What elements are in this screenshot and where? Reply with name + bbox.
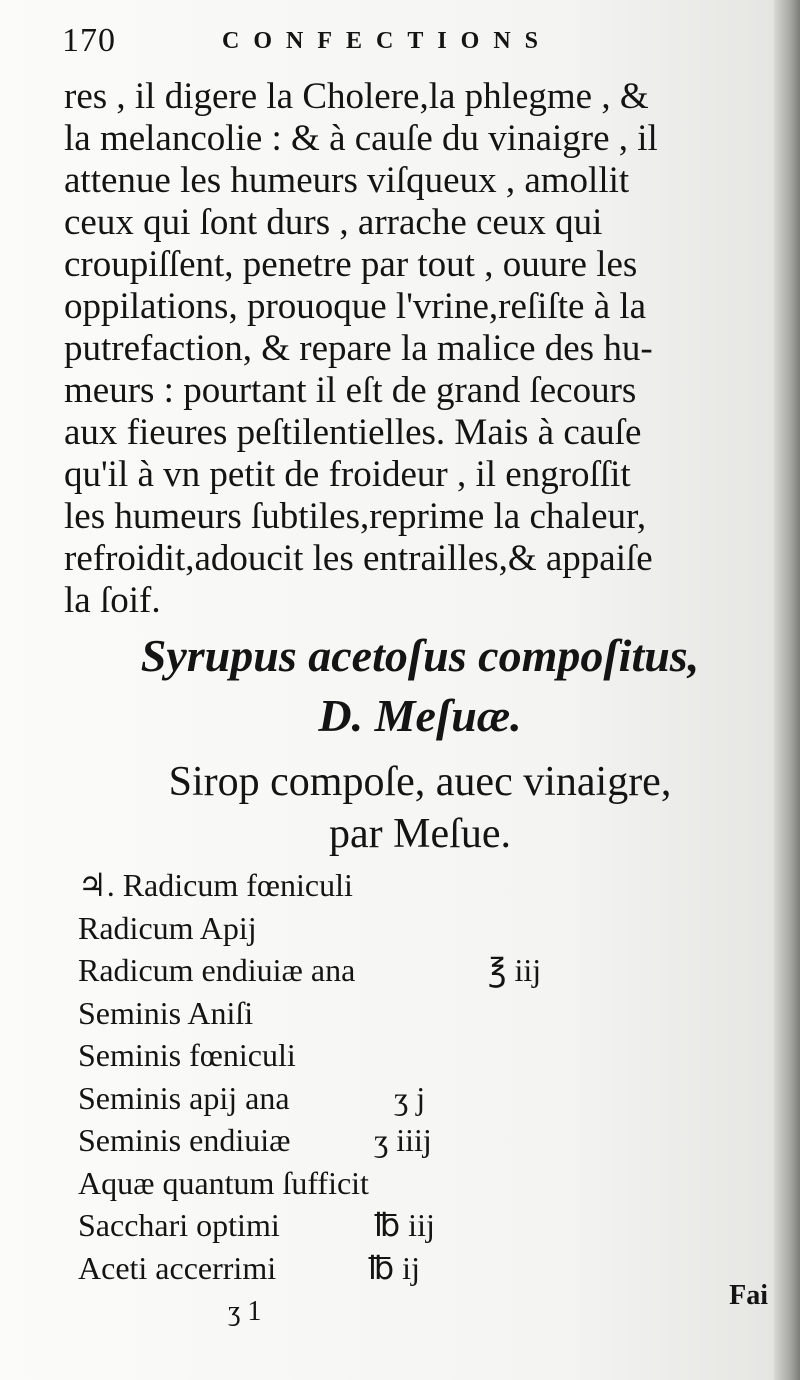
text-line: la ſoif.: [64, 580, 161, 621]
ingredient-line: [78, 949, 638, 992]
catchword: Fai: [729, 1280, 768, 1311]
text-line: les humeurs ſubtiles,reprime la chaleur,: [64, 496, 647, 537]
text-line: meurs : pourtant il eſt de grand ſecours: [64, 370, 637, 411]
ingredient-line: [78, 1077, 638, 1120]
ingredient-name: Sacchari optimi: [78, 1207, 280, 1243]
ingredient-name: Seminis endiuiæ: [78, 1122, 291, 1158]
ingredient-line: [78, 1034, 638, 1077]
french-title-line-1: Sirop compoſe, auec vinaigre,: [168, 759, 672, 805]
ingredient-quantity: ʒ j: [394, 1079, 426, 1116]
text-line: qu'il à vn petit de froideur , il engroſſit: [64, 454, 631, 495]
text-line: aux fieures peſtilentielles. Mais à cauſe: [64, 412, 642, 453]
signature-mark: ʒ 1: [228, 1296, 262, 1327]
ingredient-name: Aceti accerrimi: [78, 1249, 277, 1286]
ingredient-name: Radicum Apij: [78, 909, 257, 946]
text-line: res , il digere la Cholere,la phlegme , &: [64, 76, 649, 117]
ingredient-name: Aquæ quantum ſufficit: [78, 1164, 369, 1201]
ingredient-line: [78, 1204, 638, 1247]
french-title-line-2: par Meſue.: [329, 811, 511, 857]
french-recipe-title: [90, 756, 750, 860]
text-line: ceux qui ſont durs , arrache ceux qui: [64, 202, 603, 243]
ingredient-name: Seminis apij ana: [78, 1079, 290, 1116]
text-line: la melancolie : & à cauſe du vinaigre , il: [64, 118, 658, 159]
ingredient-line: [78, 864, 638, 907]
ingredient-name: Seminis Aniſi: [78, 994, 254, 1031]
ingredient-line: [78, 1247, 638, 1290]
latin-title-line-1: Syrupus acetoſus compoſitus,: [140, 630, 700, 681]
ingredient-line: [78, 992, 638, 1035]
ingredient-line: [78, 1162, 638, 1205]
page-number: 170: [62, 22, 116, 59]
body-paragraph: [64, 76, 764, 622]
text-line: croupiſſent, penetre par tout , ouure les: [64, 244, 638, 285]
ingredient-name: Radicum endiuiæ ana: [78, 952, 356, 988]
latin-title-line-2: D. Meſuæ.: [318, 690, 522, 741]
ingredient-quantity: ℥ iij: [488, 952, 542, 988]
text-line: putrefaction, & repare la malice des hu-: [64, 328, 653, 369]
page-gutter-shadow: [774, 0, 800, 1380]
ingredient-quantity: ℔ ij: [368, 1249, 420, 1286]
recipe-ingredient-list: [78, 864, 638, 1289]
ingredient-name: ♃. Radicum fœniculi: [78, 867, 353, 903]
latin-recipe-title: [90, 626, 750, 746]
page-header: [62, 22, 622, 62]
text-line: oppilations, prouoque l'vrine,reſiſte à la: [64, 286, 647, 327]
ingredient-quantity: ℔ iij: [374, 1207, 435, 1243]
text-line: attenue les humeurs viſqueux , amollit: [64, 160, 630, 201]
ingredient-line: [78, 1119, 638, 1162]
ingredient-name: Seminis fœniculi: [78, 1037, 296, 1073]
text-line: refroidit,adoucit les entrailles,& appaiſe: [64, 538, 653, 579]
ingredient-line: [78, 907, 638, 950]
ingredient-quantity: ʒ iiij: [374, 1122, 432, 1158]
running-head: CONFECTIONS: [222, 28, 553, 54]
